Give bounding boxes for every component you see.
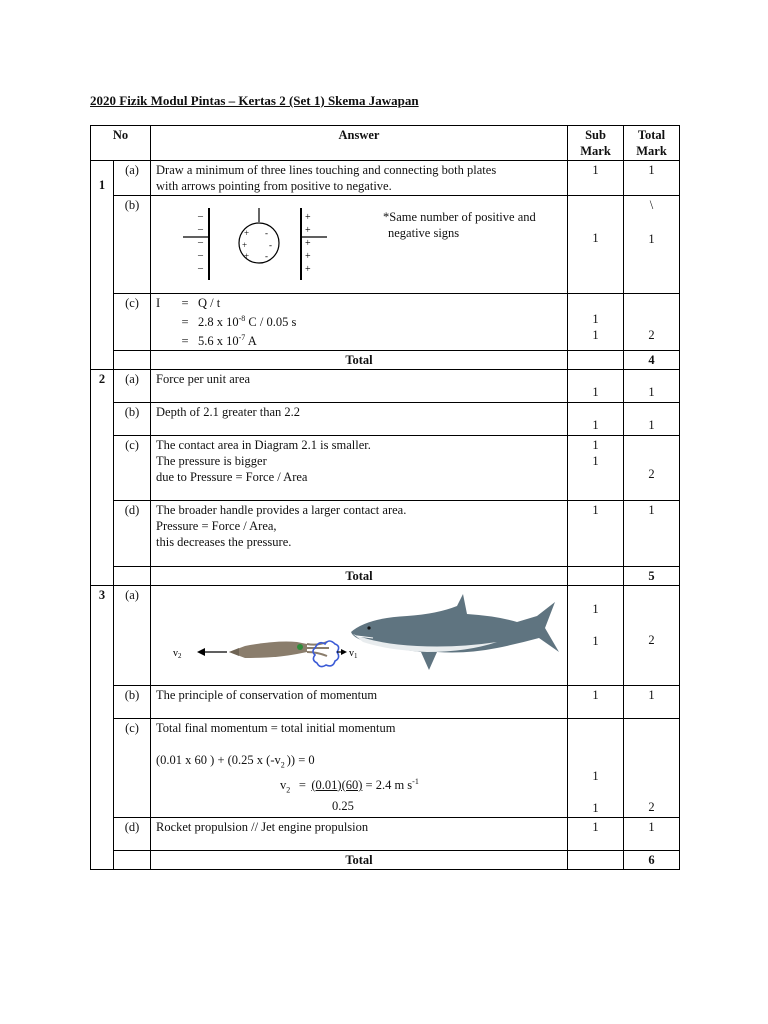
q3c-sub-mark xyxy=(568,719,624,818)
q1a-label: (a) xyxy=(114,161,151,196)
q1c-row3b: A xyxy=(245,334,257,349)
positive-signs xyxy=(305,212,311,275)
answer-scheme-table xyxy=(90,125,680,870)
q2c-sub-mark xyxy=(568,436,624,501)
svg-text:+: + xyxy=(305,225,311,236)
q2b-label: (b) xyxy=(114,403,151,436)
q3b-sub-mark: 1 xyxy=(568,686,624,719)
q1c-eq-3: = xyxy=(181,334,189,349)
q1b-answer xyxy=(151,196,568,294)
q3a-answer xyxy=(151,586,568,686)
q2d-row xyxy=(91,501,680,567)
q3-total-row xyxy=(91,851,680,870)
q2a-sub-mark: 1 xyxy=(568,370,624,403)
q1c-row2a: 2.8 x 10 xyxy=(198,315,239,330)
header-answer: Answer xyxy=(151,126,568,161)
q1c-answer xyxy=(151,294,568,351)
header-sub-mark: Sub Mark xyxy=(568,126,624,161)
q1a-line2: with arrows pointing from positive to negative. xyxy=(156,179,392,193)
q2a-row xyxy=(91,370,680,403)
q1c-row3-exp: -7 xyxy=(238,333,246,343)
q2b-row xyxy=(91,403,680,436)
q2b-sub-mark: 1 xyxy=(568,403,624,436)
q2d-sub-mark: 1 xyxy=(568,501,624,567)
electric-field-diagram xyxy=(181,208,341,288)
svg-text:+: + xyxy=(244,251,250,261)
q3d-sub-mark: 1 xyxy=(568,818,624,851)
header-total-mark: Total Mark xyxy=(624,126,680,161)
q2c-total-mark: 2 xyxy=(624,436,680,501)
q1a-line1: Draw a minimum of three lines touching and connecting both plates xyxy=(156,163,497,177)
q3a-sub-mark-1: 1 xyxy=(592,602,599,617)
q3c-line2: (0.01 x 60 ) + (0.25 x ($-v_2$ )) = 0 xyxy=(156,753,315,770)
q2c-line2: The pressure is bigger xyxy=(156,454,267,469)
q3d-label: (d) xyxy=(114,818,151,851)
q1b-total-mark-top: \ xyxy=(649,198,654,212)
q1a-sub-mark: 1 xyxy=(568,161,624,196)
q1b-note-line1: *Same number of positive and xyxy=(383,210,536,224)
q1a-answer xyxy=(151,161,568,196)
q1b-row xyxy=(91,196,680,294)
q2d-line1: The broader handle provides a larger contact area. xyxy=(156,503,407,518)
q2b-total-mark: 1 xyxy=(624,403,680,436)
q3-total-label: Total xyxy=(151,851,568,870)
q2-number: 2 xyxy=(91,370,114,586)
q3c-sub-mark-2: 1 xyxy=(592,801,599,816)
q1b-note-line2: negative signs xyxy=(388,226,460,240)
header-row xyxy=(91,126,680,161)
document-title: 2020 Fizik Modul Pintas – Kertas 2 (Set 1) Skema Jawapan xyxy=(90,93,419,108)
q3a-row xyxy=(91,586,680,686)
q2d-label: (d) xyxy=(114,501,151,567)
q2c-sub-mark-1: 1 xyxy=(592,438,599,453)
q2a-total-mark: 1 xyxy=(624,370,680,403)
svg-text:-: - xyxy=(265,251,268,261)
q1b-total-mark xyxy=(624,196,680,294)
svg-text:–: – xyxy=(198,263,203,274)
svg-text:+: + xyxy=(244,228,250,238)
q1b-note xyxy=(383,209,536,241)
q3c-line1: Total final momentum = total initial momentum xyxy=(156,721,396,736)
q1b-label: (b) xyxy=(114,196,151,294)
q1c-total-mark: 2 xyxy=(624,294,680,351)
svg-text:–: – xyxy=(198,250,203,261)
q3c-line3: $v_2 = (0.01)(60) = 2.4$ m $s^{-1}$ xyxy=(280,776,419,795)
svg-text:+: + xyxy=(305,238,311,249)
svg-text:-: - xyxy=(269,240,272,250)
svg-text:–: – xyxy=(198,224,203,235)
q1c-row2-exp: -8 xyxy=(238,314,246,323)
q1a-total-mark: 1 xyxy=(624,161,680,196)
q3d-row xyxy=(91,818,680,851)
q2c-label: (c) xyxy=(114,436,151,501)
q3c-answer xyxy=(151,719,568,818)
q3c-sub-mark-1: 1 xyxy=(592,769,599,784)
negative-signs xyxy=(197,211,204,274)
q3c-label: (c) xyxy=(114,719,151,818)
q1c-label: (c) xyxy=(114,294,151,351)
q1c-eq-2: = xyxy=(181,315,189,330)
q1c-lhs: I xyxy=(156,296,161,310)
q1-total-row xyxy=(91,351,680,370)
q1c-row xyxy=(91,294,680,351)
q3c-result: = 2.4 m s xyxy=(362,777,413,792)
q2d-line3: this decreases the pressure. xyxy=(156,535,292,550)
svg-text:-: - xyxy=(265,228,268,238)
q2-total-value: 5 xyxy=(624,567,680,586)
q1c-eq-1: = xyxy=(181,296,189,310)
q3b-label: (b) xyxy=(114,686,151,719)
squid-shark-diagram xyxy=(167,586,567,684)
svg-text:+: + xyxy=(305,264,311,275)
q1b-sub-mark: 1 xyxy=(568,196,624,294)
q3d-answer: Rocket propulsion // Jet engine propulsion xyxy=(151,818,568,851)
sphere-charges xyxy=(242,228,272,261)
q1c-row1: Q / t xyxy=(198,296,221,310)
q3a-sub-mark xyxy=(568,586,624,686)
v1-label: $v_1$ xyxy=(349,648,358,661)
svg-text:+: + xyxy=(305,251,311,262)
q1a-row xyxy=(91,161,680,196)
svg-text:–: – xyxy=(198,211,203,222)
q2-total-label: Total xyxy=(151,567,568,586)
q3-total-value: 6 xyxy=(624,851,680,870)
q3b-answer: The principle of conservation of momentum xyxy=(151,686,568,719)
q2a-answer: Force per unit area xyxy=(151,370,568,403)
q1-number: 1 xyxy=(91,161,114,370)
q3a-total-mark: 2 xyxy=(624,586,680,686)
q3c-numerator: (0.01)(60) xyxy=(311,777,363,792)
q3c-denominator: 0.25 xyxy=(332,799,354,814)
svg-text:+: + xyxy=(305,212,311,223)
q3a-label: (a) xyxy=(114,586,151,686)
q1c-sub-mark xyxy=(568,294,624,351)
q2c-line3: due to Pressure = Force / Area xyxy=(156,470,308,485)
svg-text:+: + xyxy=(242,240,248,250)
q3b-total-mark: 1 xyxy=(624,686,680,719)
q3d-total-mark: 1 xyxy=(624,818,680,851)
q1c-sub-mark-1: 1 xyxy=(592,312,599,326)
shark-icon xyxy=(351,594,559,670)
q3c-total-mark: 2 xyxy=(624,719,680,818)
q2c-answer xyxy=(151,436,568,501)
q2d-answer xyxy=(151,501,568,567)
q1c-row3a: 5.6 x 10 xyxy=(198,334,239,349)
q3b-row xyxy=(91,686,680,719)
q3a-sub-mark-2: 1 xyxy=(592,634,599,649)
q3c-row xyxy=(91,719,680,818)
q2-total-row xyxy=(91,567,680,586)
q2d-line2: Pressure = Force / Area, xyxy=(156,519,277,534)
q2b-answer: Depth of 2.1 greater than 2.2 xyxy=(151,403,568,436)
q2c-sub-mark-2: 1 xyxy=(592,454,599,469)
q2c-row xyxy=(91,436,680,501)
q1b-total-mark-value: 1 xyxy=(648,232,655,246)
q2c-line1: The contact area in Diagram 2.1 is smaller. xyxy=(156,438,371,453)
q3-number: 3 xyxy=(91,586,114,870)
q1c-sub-mark-2: 1 xyxy=(592,328,599,342)
q2d-total-mark: 1 xyxy=(624,501,680,567)
header-no: No xyxy=(91,126,151,161)
q1-total-label: Total xyxy=(151,351,568,370)
svg-text:–: – xyxy=(198,237,203,248)
q2a-label: (a) xyxy=(114,370,151,403)
q1c-row2b: C / 0.05 s xyxy=(245,315,297,330)
v2-label: $v_2$ xyxy=(173,648,182,661)
q1-total-value: 4 xyxy=(624,351,680,370)
